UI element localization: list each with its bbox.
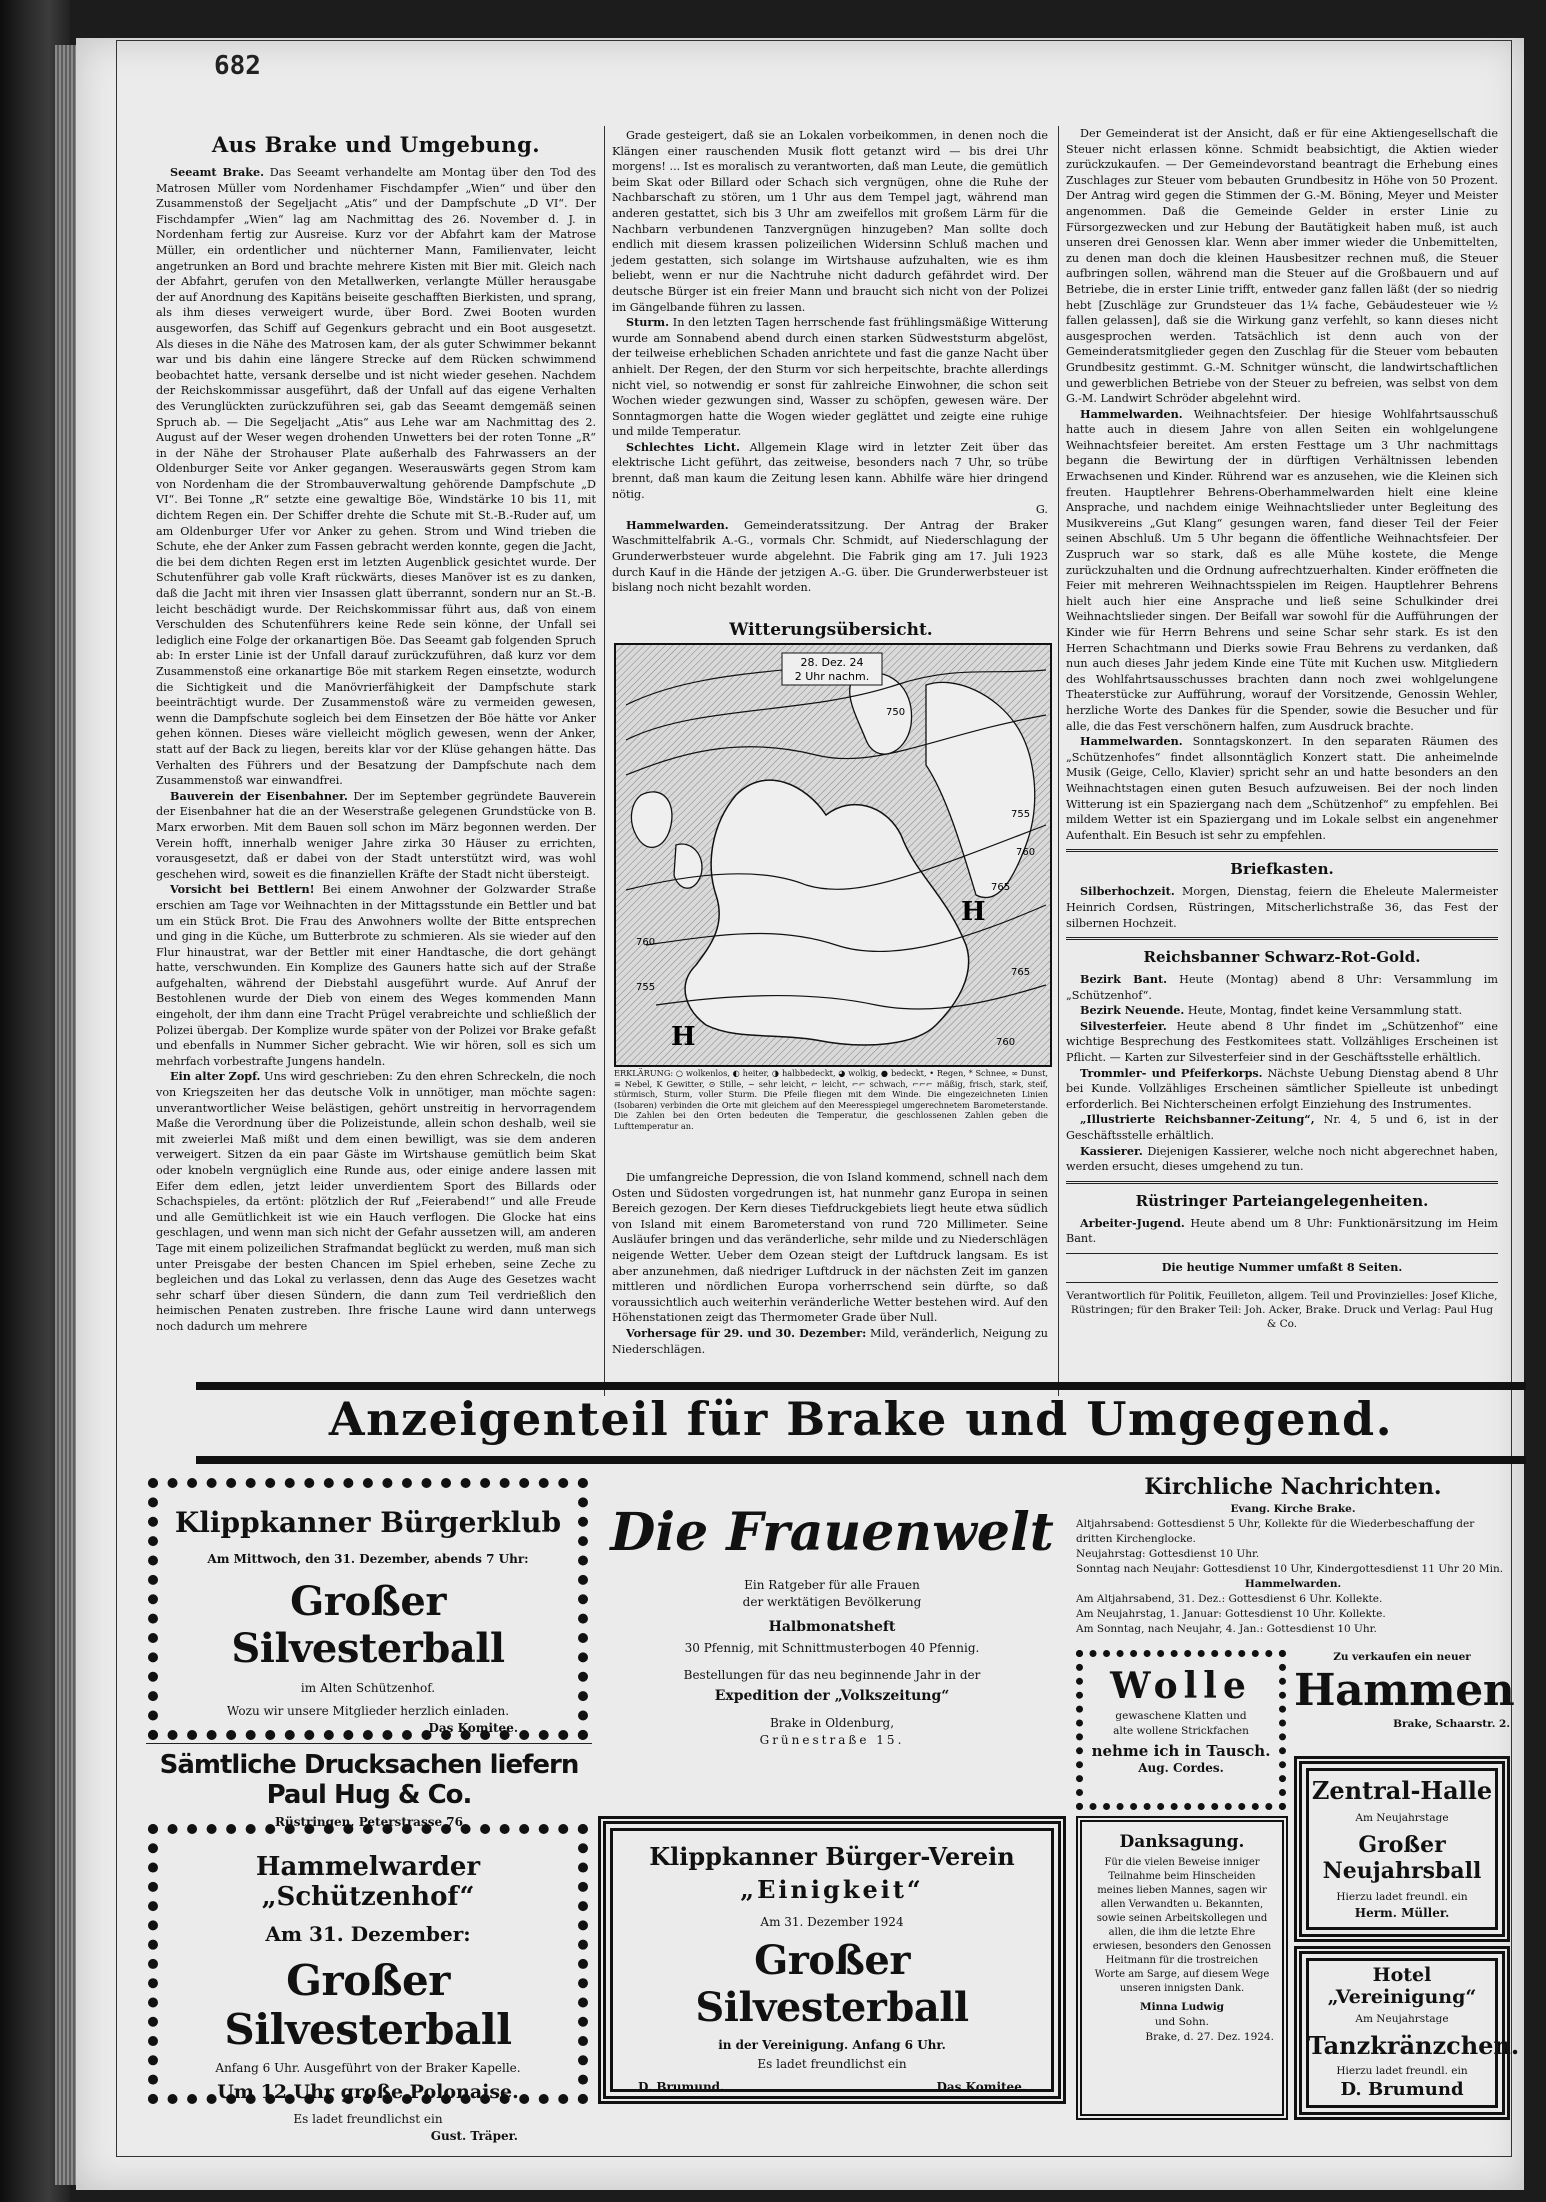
ad-date: Am Mittwoch, den 31. Dezember, abends 7 Uhr: [207,1552,529,1566]
ad-title: Danksagung. [1119,1832,1245,1852]
ad-invite: Es ladet freundlichst ein [757,2057,907,2071]
article-text: Die umfangreiche Depression, die von Island kommend, schnell nach dem Osten und Südosten vorgedrungen ist, hat nunmehr ganz Europa in seinen Bereich gezogen. Der Kern dieses Tiefdruckgebiets liegt heute etwa südlich von Island mit einem Barometerstand von rund 720 Millimeter. Seine Ausläufer bringen und das veränderliche, sehr milde und zu Niederschlägen neigende Wetter. Ueber dem Ozean steigt der Luftdruck langsam. Es ist aber anzunehmen, daß niedriger Luftdruck in der nächsten Zeit im ganzen mittleren und nördlichen Europa vorherrschend sein dürfte, so daß voraussichtlich auch weiterhin veränderliche Wetter bestehen wird. Auf den Höhenstationen zeigt das Thermometer Grade über Null. [612,1171,1048,1325]
ad-danksagung [1076,1816,1288,2120]
ad-klippkanner-buergerklub [148,1478,588,1740]
article-text: Mild, veränderlich, Neigung zu Niederschlägen. [612,1326,1048,1356]
service-line: Altjahrsabend: Gottesdienst 5 Uhr, Kollekte für die Wiederbeschaffung der dritten Kirchenglocke. [1076,1518,1475,1545]
section-title-reichsbanner: Reichsbanner Schwarz-Rot-Gold. [1143,948,1421,967]
section-title-brake: Aus Brake und Umgebung. [211,132,541,157]
ad-line: nehme ich in Tausch. [1091,1742,1271,1760]
article-text: Nächste Uebung Dienstag abend 8 Uhr bei Kunde. Vollzähliges Erscheinen sämtlicher Spielleute ist unbedingt erforderlich. Bei Nichterscheinen erfolgt Einziehung des Instrumentes. [1066,1066,1499,1111]
article-lead: Schlechtes Licht. [626,439,740,454]
isobar-label: 760 [636,937,656,948]
service-line: Am Altjahrsabend, 31. Dez.: Gottesdienst 6 Uhr. Kollekte. [1076,1593,1383,1605]
article-paragraph [612,518,1048,596]
ad-date: Am 31. Dezember 1924 [760,1915,904,1929]
ad-title: Zentral-Halle [1311,1776,1493,1805]
article-list [612,128,1048,596]
article-lead: Hammelwarden. [1080,406,1183,421]
column-local-news [156,128,596,1390]
article-paragraph [1066,1066,1498,1113]
service-line: Am Sonntag, nach Neujahr, 4. Jan.: Gottesdienst 10 Uhr. [1076,1623,1377,1635]
ad-invite: Es ladet freundlichst ein [293,2112,443,2126]
ad-text: Für die vielen Beweise inniger Teilnahme beim Hinscheiden meines lieben Mannes, sagen wir allen Verwandten u. Bekannten, sowie seinen Arbeitskollegen und allen, die ihm die letzte Ehre erwiesen, besonders den Genossen Heitmann für die trostreichen Worte am Sarge, auf diesem Wege unseren innigsten Dank. [1092,1857,1272,1994]
article-text: Der Gemeinderat ist der Ansicht, daß er für eine Aktiengesellschaft die Steuer nicht erlassen könne. Schmidt beabsichtigt, die Aktien wieder zurückzukaufen. — Der Gemeindevorstand beantragt die Erhebung eines Zuschlages zur Steuer vom bebauten Grundbesitz in Höhe von 50 Prozent. Der Antrag wird gegen die Stimmen der G.-M. Böning, Meyer und Meister angenommen. Daß die Gemeinde Gelder in erster Linie zu Fürsorgezwecken und zur Hebung der Bautätigkeit haben muß, ist auch unseren drei Genossen klar. Wenn aber immer wieder die Unbemittelten, zu denen man doch die kleinen Hausbesitzer rechnen muß, die Steuer aufbringen sollen, während man die Steuer auf die Großbauern und auf Betriebe, die in erster Linie trifft, entweder ganz fallen läßt (der so niedrig hebt [Zuschläge zur Grundsteuer das 1¼ fache, Gebäudesteuer wie ½ fallen gelassen], daß sie die Wirkung ganz verfehlt, so kann dieses nicht ausgesprochen werden. Tatsächlich ist denn auch von der Gemeinderatsmitglieder gegen den Zuschlag für die Steuer vom bebauten Grundbesitz gestimmt. G.-M. Schnitger wünscht, die landwirtschaftlichen und gewerblichen Betriebe von der Steuer zu befreien, was selbst von dem G.-M. Landwirt Schröder abgelehnt wird. [1066,127,1498,406]
article-paragraph [1066,1003,1498,1019]
ad-invite: Hierzu ladet freundl. ein [1336,1891,1468,1903]
article-paragraph [1066,1019,1498,1066]
ad-signature: Minna Ludwig [1139,2001,1225,2013]
article-lead: Seeamt Brake. [170,165,265,179]
service-list [1076,1592,1510,1637]
isobar-label: 755 [636,982,656,993]
ad-venue: in der Vereinigung. Anfang 6 Uhr. [718,2038,946,2052]
article-list [1066,1216,1498,1247]
ad-event: Tanzkränzchen. [1308,2031,1520,2060]
service-line: Neujahrstag: Gottesdienst 10 Uhr. [1076,1548,1260,1560]
section-title-briefkasten: Briefkasten. [1230,860,1334,879]
weather-title: Witterungsübersicht. [729,620,933,640]
article-paragraph [156,882,596,1069]
article-text: Heute abend um 8 Uhr: Funktionärsitzung im Heim Bant. [1066,1216,1498,1246]
ad-invite: Hierzu ladet freundl. ein [1336,2065,1468,2077]
article-paragraph [1066,734,1498,843]
high-pressure-marker: H [961,897,986,927]
article-paragraph [1066,1216,1498,1247]
ad-einigkeit [598,1816,1066,2104]
section-title-partei: Rüstringer Parteiangelegenheiten. [1135,1191,1429,1210]
ad-club-name: „Einigkeit“ [740,1875,924,1904]
section-rule [1066,849,1498,852]
ad-date: Brake, d. 27. Dez. 1924. [1145,2031,1274,2043]
article-list [612,1170,1048,1357]
high-pressure-marker: H [671,1022,696,1052]
article-paragraph [1066,1112,1498,1143]
ad-headline: Sämtliche Drucksachen liefern Paul Hug & Co. [159,1750,579,1810]
ad-line: Zu verkaufen ein neuer [1333,1651,1471,1663]
ad-wolle [1076,1650,1286,1810]
ad-frauenwelt [598,1478,1066,1810]
column-right [1066,126,1498,1390]
ad-title: Die Frauenwelt [610,1502,1054,1563]
ad-signature: und Sohn. [1155,2016,1209,2028]
article-text: Das Seeamt verhandelte am Montag über den Tod des Matrosen Müller vom Nordenhamer Fischdampfer „Wien“ und über den Zusammenstoß der Segeljacht „Atis“ und der Dampfschute „D VI“. Der Fischdampfer „Wien“ lag am Nachmittag des 26. November d. J. in Nordenham fertig zur Ausreise. Kurz vor der Abfahrt kam der Matrose Müller, ein ordentlicher und nüchterner Mann, Familienvater, leicht angetrunken an Bord und brachte mehrere Kisten mit Bier mit. Gleich nach der Abfahrt, gerufen von den Metallwerken, verlangte Müller herausgabe der auf Anordnung des Kapitäns beiseite geschafften Bierkisten, und sprang, als ihm dieses verweigert wurde, über Bord. Zwei Booten wurden ausgeworfen, das Schiff auf Gegenkurs gebracht und ein Boot ausgesetzt. Als dieses in die Nähe des Matrosen kam, der als guter Schwimmer bekannt war und bis dahin eine längere Strecke auf dem Rücken schwimmend beobachtet hatte, versank derselbe und ist nicht wieder gesehen. Nachdem der Reichskommissar ausgeführt, daß der Unfall auf das eigene Verhalten des Verunglückten zurückzuführen sei, gab das Seeamt demgemäß seinen Spruch ab. — Die Segeljacht „Atis“ aus Lehe war am Nachmittag des 2. August auf der Weser wegen drohenden Unwetters bei der roten Tonne „R“ in der Nähe der Strohauser Plate außerhalb des Fahrwassers an der Oldenburger Seite vor Anker gegangen. Weserauswärts gegen Strom kam von Nordenham die der Strombauverwaltung gehörende Dampfschute „D VI“. Bei Tonne „R“ setzte eine gewaltige Böe, Windstärke 10 bis 11, mit dichtem Regen ein. Der Schiffer drehte die Schute mit St.-B.-Ruder auf, um am Oldenburger Ufer vor Anker zu gehen. Strom und Wind trieben die Schute, ehe der Anker zum Fassen gebracht werden konnte, gegen die Jacht, die bei dem dichten Regen erst im letzten Augenblick gesichtet wurde. Der Schutenführer gab volle Kraft rückwärts, dieses Manöver ist es zu danken, daß die Jacht mit ihren vier Insassen glatt überrannt, sondern nur an St.-B. leicht beschädigt wurde. Der Reichskommissar führt aus, daß von einem Verschulden des Schutenführers keine Rede sein könne, der Unfall sei lediglich eine Folge der orkanartigen Böe. Das Seeamt gab folgenden Spruch ab: In erster Linie ist der Unfall darauf zurückzuführen, daß kurz vor dem Zusammenstoß eine orkanartige Böe mit starkem Regen einsetzte, wodurch die Sichtigkeit und die Manövrierfähigkeit der Dampfschute stark beeinträchtigt wurde. Der Zusammenstoß wäre zu vermeiden gewesen, wenn die Dampfschute sogleich bei dem Einsetzen der Böe hätte vor Anker gehen können. Dieses wäre vielleicht möglich gewesen, wenn der Anker, statt auf der Back zu liegen, bereits klar vor der Klüse gehangen hätte. Das Verhalten des Führers und der Besatzung der Dampfschute nach dem Zusammenstoß war einwandfrei. [156,166,596,788]
article-paragraph [612,315,1048,440]
column-rule-2 [1058,126,1059,1396]
article-list [156,165,596,1335]
article-text: Bei einem Anwohner der Golzwarder Straße erschien am Tage vor Weihnachten in der Mittagsstunde ein Bettler und bat um ein Stück Brot. Die Frau des Anwohners wollte der Bitte entsprechen und ging in die Küche, um Butterbrote zu schmieren. Als sie wieder auf den Flur hinaustrat, war der Bettler mit einer Handtasche, die dort gehängt hatte, verschwunden. Ein Komplize des Gauners hatte sich auf der Straße aufgehalten, während der Diebstahl ausgeführt wurde. Auf Anruf der Bestohlenen wurde der Dieb von einem des Weges kommenden Mann eingeholt, der ihm dann eine Tracht Prügel verabreichte und schließlich der Polizei übergab. Der Komplize wurde später von der Polizei vor Brake gefaßt und ebenfalls in Nummer Sicher gebracht. Wie wir hören, soll es sich um mehrfach vorbestrafte Jungens handeln. [156,883,596,1068]
isobar-label: 755 [1011,809,1031,820]
ad-music: Anfang 6 Uhr. Ausgeführt von der Braker Kapelle. [215,2061,521,2075]
isobar-label: 765 [1011,967,1031,978]
ads-section-title: Anzeigenteil für Brake und Umgegend. [328,1392,1394,1446]
article-text: Gemeinderatssitzung. Der Antrag der Braker Waschmittelfabrik A.-G., vormals Chr. Schmidt, auf Niederschlagung der Grunderwerbsteuer wurde abgelehnt. Die Fabrik ging am 17. Juli 1923 durch Kauf in die Hände der jetzigen A.-G. über. Die Grunderwerbsteuer ist bislang noch nicht bezahlt worden. [612,518,1048,595]
ad-name: Aug. Cordes. [1138,1761,1224,1775]
section-rule [1066,937,1498,940]
article-paragraph [1066,407,1498,734]
ad-hammen [1294,1650,1515,1750]
ad-invite: Wozu wir unsere Mitglieder herzlich einladen. [226,1704,510,1718]
article-text: Diejenigen Kassierer, welche noch nicht abgerechnet haben, werden ersucht, dieses umgehend zu tun. [1066,1144,1498,1174]
ad-signature: Das Komitee. [428,1721,518,1735]
page-number: 682 [214,51,261,81]
column-rule-1 [604,126,605,1396]
map-date: 28. Dez. 24 [800,656,864,669]
ad-subtitle: der werktätigen Bevölkerung [742,1595,922,1609]
article-list [1066,884,1498,931]
article-lead: Bezirk Bant. [1080,972,1168,987]
ad-date: Am Neujahrstage [1355,2013,1449,2025]
ad-date: Am 31. Dezember: [265,1922,471,1946]
article-lead: Sturm. [626,315,670,330]
article-text: Weihnachtsfeier. Der hiesige Wohlfahrtsausschuß hatte auch in diesem Jahre von allen Seiten ein wohlgelungene Weihnachtsfeier bereitet. Am ersten Festtage um 3 Uhr nachmittags begann die Bewirtung der in dürftigen Verhältnissen lebenden Erwachsenen und Kinder. Rührend war es anzusehen, wie die Kleinen sich freuten. Hauptlehrer Behrens-Oberhammelwarden hielt eine kleine Ansprache, und nachdem einige Weihnachtslieder unter Begleitung des Musikvereins „Gut Klang“ gesungen waren, fand dieser Teil der Feier seinen Abschluß. Um 5 Uhr begann die öffentliche Weihnachtsfeier. Der Zuspruch war so stark, daß es alle Mühe kostete, die Menge zurückzuhalten und die Ordnung aufrechtzuerhalten. Kinder eröffneten die Feier mit mehreren Weihnachtsspielen im Reigen. Hauptlehrer Behrens hielt auch hier eine Ansprache und ließ seine Schulkinder drei Weihnachtslieder singen. Der Beifall war sowohl für die Aufführungen der Kinder wie für Herrn Behrens und seine Schar sehr stark. Es ist den Herren Schachtmann und Dierks sowie Frau Behrens zu verdanken, daß nun auch dieses Jahr jedem Kinde eine Tüte mit Kuchen usw. Mitgliedern des Wohlfahrtsausschusses brachten dann noch zwei wohlgelungene Theaterstücke zur Aufführung, worauf der Vorsitzende, Genossin Wehler, herzliche Worte des Dankes für die Spender, sowie die Besucher und für alle, die das Fest verschönern halfen, zum Ausdruck brachte. [1066,407,1498,733]
service-line: Am Neujahrstag, 1. Januar: Gottesdienst 10 Uhr. Kollekte. [1076,1608,1386,1620]
church-name: Hammelwarden. [1244,1578,1342,1590]
section-rule [1066,1282,1498,1283]
article-lead: Vorhersage für 29. und 30. Dezember: [626,1325,867,1340]
service-list [1076,1517,1510,1577]
ad-event: Großer Neujahrsball [1322,1832,1482,1884]
ad-host: Gust. Träper. [430,2129,518,2143]
ad-title: Hammen [1294,1665,1515,1716]
article-text: In den letzten Tagen herrschende fast frühlingsmäßige Witterung wurde am Sonnabend abend durch einen starken Südweststurm abgelöst, der teilweise erheblichen Schaden anrichtete und fast die ganze Nacht über anhielt. Der Regen, der den Sturm vor sich herpeitschte, brachte allerdings nicht viel, so notwendig er sonst für zahlreiche Einwohner, die schon seit Wochen wieder gezwungen sind, Wasser zu schöpfen, gewesen wäre. Der Sonntagmorgen hatte die Wogen wieder geglättet und zeigte eine ruhige und milde Temperatur. [612,316,1048,439]
article-lead: Ein alter Zopf. [170,1069,261,1084]
ad-subtitle: Ein Ratgeber für alle Frauen [744,1578,920,1592]
ad-line: gewaschene Klatten und [1115,1710,1247,1722]
ad-event: Großer Silvesterball [231,1578,505,1672]
ad-org: Klippkanner Bürger-Verein [649,1842,1015,1871]
article-lead: Kassierer. [1080,1143,1143,1158]
article-text: Heute (Montag) abend 8 Uhr: Versammlung im „Schützenhof“. [1066,973,1498,1002]
ad-date: Am Neujahrstage [1355,1812,1449,1824]
ad-address: Grünestraße 15. [759,1733,905,1747]
ad-venue: Hammelwarder „Schützenhof“ [255,1852,481,1912]
ad-venue: im Alten Schützenhof. [300,1681,436,1695]
article-lead: Arbeiter-Jugend. [1080,1215,1185,1230]
article-paragraph [1066,126,1498,407]
ad-address: Brake in Oldenburg, [769,1716,895,1730]
ad-hotel-vereinigung [1294,1946,1520,2120]
article-lead: Bauverein der Eisenbahner. [170,788,348,803]
ads-rule-top [196,1382,1526,1390]
column-middle-top [612,128,1048,618]
article-lead: Vorsicht bei Bettlern! [170,882,315,897]
newspaper-page [76,38,1524,2190]
weather-map [614,643,1052,1067]
ad-title: Hotel „Vereinigung“ [1327,1964,1477,2008]
article-text: G. [1035,503,1048,517]
article-text: Heute, Montag, findet keine Versammlung statt. [1187,1004,1463,1018]
section-rule [1066,1181,1498,1184]
article-lead: „Illustrierte Reichsbanner-Zeitung“, [1080,1112,1315,1127]
ad-price: 30 Pfennig, mit Schnittmusterbogen 40 Pfennig. [684,1641,980,1655]
isobar-label: 765 [991,882,1011,893]
ad-title: Kirchliche Nachrichten. [1144,1474,1442,1500]
ad-zentral-halle [1294,1756,1510,1942]
ad-title: Wolle [1110,1665,1252,1707]
imprint: Verantwortlich für Politik, Feuilleton, allgem. Teil und Provinzielles: Josef Kliche, Rüstringen; für den Braker Teil: Joh. Acker, Brake. Druck und Verlag: Paul Hug & Co. [1066,1289,1498,1330]
section-rule [1066,1253,1498,1254]
article-paragraph [612,1326,1048,1357]
ad-line: alte wollene Strickfachen [1113,1725,1249,1737]
ad-host: Herm. Müller. [1354,1906,1450,1920]
article-lead: Trommler- und Pfeiferkorps. [1080,1065,1263,1080]
article-paragraph [612,1170,1048,1326]
page-stack-edge [55,45,77,2185]
article-text: Heute abend 8 Uhr findet im „Schützenhof“ eine wichtige Besprechung des Festkomitees statt. Vollzähliges Erscheinen ist Pflicht. — Karten zur Silvesterfeier sind in der Geschäftsstelle erhältlich. [1066,1019,1498,1065]
article-paragraph [612,440,1048,502]
isobar-label: 760 [996,1037,1016,1048]
service-line: Sonntag nach Neujahr: Gottesdienst 10 Uhr, Kindergottesdienst 11 Uhr 20 Min. [1076,1563,1504,1575]
article-list [1066,972,1498,1175]
weather-map-legend: ERKLÄRUNG: ○ wolkenlos, ◐ heiter, ◑ halbbedeckt, ◕ wolkig, ● bedeckt, • Regen, * Schnee, ∞ Dunst, ≡ Nebel, K Gewitter, ⊙ Stille, ~ sehr leicht, ⌐ leicht, ⌐⌐ schwach, ⌐⌐⌐ mäßig, frisch, stark, steif, stürmisch, Sturm, voller Sturm. Die Pfeile fliegen mit dem Winde. Die eingezeichneten Linien (Isobaren) verbinden die Orte mit gleichem auf den Meeresspiegel umgerechnetem Barometerstande. Die Zahlen bei den Orten bedeuten die Temperatur, die geschlossenen Zahlen geben die Lufttemperatur an. [614,1068,1048,1131]
isobar-map-graphic [616,645,1050,1065]
ad-kirchliche-nachrichten [1076,1474,1510,1644]
ads-rule-bottom [196,1456,1526,1464]
article-paragraph [612,128,1048,315]
ad-event: Großer Silvesterball [695,1937,969,2031]
article-lead: Bezirk Neuende. [1080,1003,1185,1018]
article-lead: Hammelwarden. [626,517,729,532]
ad-order-office: Expedition der „Volkszeitung“ [714,1688,950,1704]
ad-order-line: Bestellungen für das neu beginnende Jahr in der [683,1668,981,1682]
article-paragraph [612,502,1048,518]
article-text: Der im September gegründete Bauverein der Eisenbahner hat die an der Weserstraße gelegenen Grundstücke von B. Marx erworben. Mit dem Bauen soll schon im März begonnen werden. Der Verein hofft, innerhalb weniger Jahre zirka 30 Häuser zu errichten, vorausgesetzt, daß er dabei von der Stadt unterstützt wird, was wohl geschehen wird, soweit es die finanziellen Kräfte der Stadt nicht übersteigt. [156,789,596,881]
article-paragraph [1066,972,1498,1003]
article-lead: Hammelwarden. [1080,734,1183,749]
article-list [1066,126,1498,843]
ad-event: Großer Silvesterball [224,1956,512,2054]
article-text: Morgen, Dienstag, feiern die Eheleute Malermeister Heinrich Cordsen, Rüstringen, Mitscherlichstraße 36, das Fest der silbernen Hochzeit. [1066,885,1498,930]
article-text: Nr. 4, 5 und 6, ist in der Geschäftsstelle erhältlich. [1066,1113,1499,1143]
article-lead: Silvesterfeier. [1080,1018,1167,1033]
ad-address: Brake, Schaarstr. 2. [1393,1718,1510,1730]
article-text: Sonntagskonzert. In den separaten Räumen des „Schützenhofes“ findet allsonntäglich Konzert statt. Die anheimelnde Musik (Geige, Cello, Klavier) spricht sehr an und hatte besonders an den Weihnachtstagen einen guten Besuch aufzuweisen. Bei der noch linden Witterung ist ein Spaziergang nach dem „Schützenhof“ zu empfehlen. Bei mildem Wetter ist ein Spaziergang und im Lokale selbst ein angenehmer Aufenthalt. Ein Besuch ist sehr zu empfehlen. [1066,735,1499,842]
ad-address: Rüstringen, Peterstrasse 76 [275,1815,463,1829]
article-text: Grade gesteigert, daß sie an Lokalen vorbeikommen, in denen noch die Klängen einer rauschenden Musik flott getanzt wird — bis drei Uhr morgens! ... Ist es moralisch zu verantworten, daß man Leute, die gemütlich beim Skat oder Billard oder Schach sich vergnügen, ohne die Ruhe der Nachbarschaft zu stören, um 1 Uhr aus dem Tempel jagt, während man anderen gestattet, sich bis 3 Uhr am zweifellos mit großem Lärm für die Nachbarn verbundenen Tanzvergnügen hinzugeben? Man sollte doch endlich mit diesem krassen polizeilichen Widersinn Schluß machen und jedem gestatten, sich solange im Wirtshause aufzuhalten, wie es ihm beliebt, wenn er nur die Nachtruhe nicht dadurch gefährdet wird. Der deutsche Bürger ist ein freier Mann und braucht sich nicht von der Polizei im Gängelbande führen zu lassen. [612,129,1048,314]
article-paragraph [156,789,596,883]
article-text: Uns wird geschrieben: Zu den ehren Schreckeln, die noch von Kriegszeiten her das deutsche Volk in unnötiger, man möchte sagen: unverantwortlicher Weise belästigen, gehört unstreitig in hervorragendem Maße die Verordnung über die Polizeistunde, allein schon deshalb, weil sie mit zweierlei Maß mißt und dem einen bewilligt, was sie dem anderen verweigert. Sitzen da ein paar Gäste im Wirtshause gemütlich beim Skat oder knobeln vergnüglich eine Runde aus, oder einige andere lassen mit Eifer dem edlen, jetzt leider unverdientem Sport des Billards oder Schachspieles, da ertönt: plötzlich der Ruf „Feierabend!“ und alle Freude und alle Gemütlichkeit ist wie ein Hauch verflogen. Die Glocke hat eins geschlagen, und wenn man sich nicht der Gefahr aussetzen will, am anderen Tage mit einem polizeilichen Strafmandat beglückt zu werden, muß man sich unter Preisgabe der besten Chancen im Spiel erheben, seine Zeche zu begleichen und das Lokal zu verlassen, denn das Auge des Gesetzes wacht sehr scharf über diesen Sündern, die dann zum Teil verdrießlich den heimischen Penaten zustreben. Ihre frische Laune wird dann unterwegs noch dadurch um mehrere [156,1070,597,1333]
column-middle-bottom [612,1170,1048,1390]
ad-host: D. Brumund. [638,2080,725,2094]
ad-signature: Das Komitee. [936,2080,1026,2094]
ad-polonaise: Um 12 Uhr große Polonaise. [217,2081,519,2103]
ad-schuetzenhof [148,1824,588,2143]
article-paragraph [156,165,596,789]
page-count-note: Die heutige Nummer umfaßt 8 Seiten. [1161,1260,1403,1274]
isobar-label: 760 [1016,847,1036,858]
church-name: Evang. Kirche Brake. [1230,1503,1356,1515]
article-paragraph [1066,884,1498,931]
article-paragraph [1066,1144,1498,1175]
article-paragraph [156,1069,596,1334]
ad-drucksachen [146,1743,592,1829]
isobar-label: 750 [886,707,906,718]
article-text: Allgemein Klage wird in letzter Zeit über das elektrische Licht geführt, das zeitweise, besonders nach 7 Uhr, so trübe brennt, daß man kaum die Zeitung lesen kann. Abhilfe wäre hier dringend nötig. [612,440,1048,501]
ad-org: Klippkanner Bürgerklub [174,1506,562,1539]
ad-host: D. Brumund [1340,2079,1464,2100]
map-time: 2 Uhr nachm. [794,670,870,683]
article-lead: Silberhochzeit. [1080,884,1175,899]
ad-frequency: Halbmonatsheft [768,1619,896,1635]
